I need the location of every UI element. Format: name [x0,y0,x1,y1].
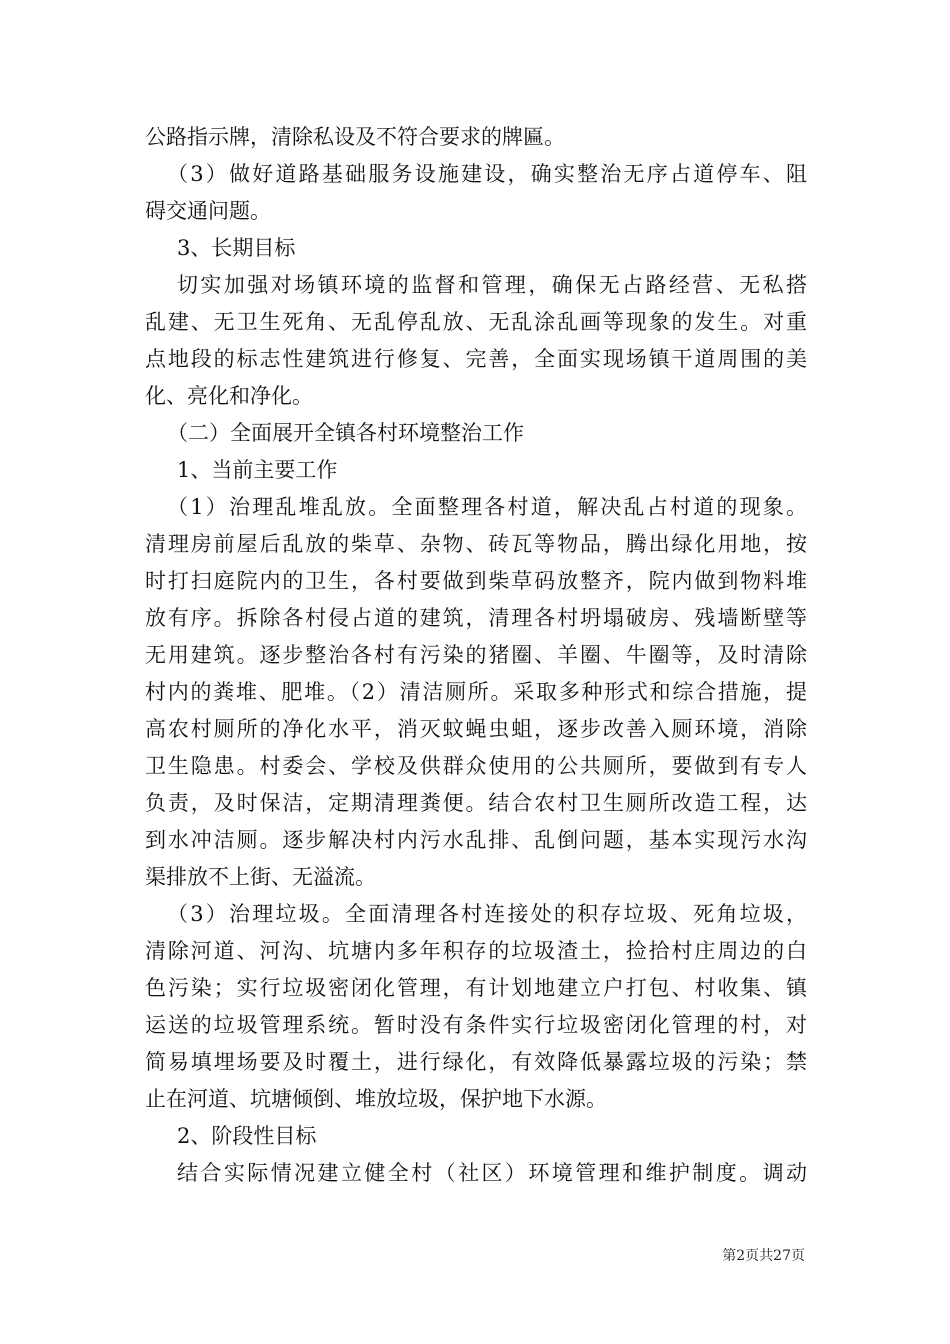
text-line: 运送的垃圾管理系统。暂时没有条件实行垃圾密闭化管理的村，对 [145,1013,807,1037]
text-line: 止在河道、坑塘倾倒、堆放垃圾，保护地下水源。 [145,1087,607,1111]
text-line: （3）做好道路基础服务设施建设，确实整治无序占道停车、阻 [167,162,807,186]
text-line: 时打扫庭院内的卫生，各村要做到柴草码放整齐，院内做到物料堆 [145,569,807,593]
text-line: （二）全面展开全镇各村环境整治工作 [167,421,524,445]
text-line: 点地段的标志性建筑进行修复、完善，全面实现场镇干道周围的美 [145,347,807,371]
text-line: 1、当前主要工作 [177,458,338,482]
text-line: （1）治理乱堆乱放。全面整理各村道，解决乱占村道的现象。 [167,495,807,519]
text-line: 化、亮化和净化。 [145,384,313,408]
text-line: 清理房前屋后乱放的柴草、杂物、砖瓦等物品，腾出绿化用地，按 [145,532,807,556]
document-body [145,119,807,1192]
text-line: 公路指示牌，清除私设及不符合要求的牌匾。 [145,125,565,149]
text-line: 负责，及时保洁，定期清理粪便。结合农村卫生厕所改造工程，达 [145,791,807,815]
text-line: 切实加强对场镇环境的监督和管理，确保无占路经营、无私搭 [177,273,807,297]
text-line: 简易填埋场要及时覆土，进行绿化，有效降低暴露垃圾的污染；禁 [145,1050,807,1074]
text-line: 3、长期目标 [177,236,296,260]
text-line: 乱建、无卫生死角、无乱停乱放、无乱涂乱画等现象的发生。对重 [145,310,807,334]
text-line: 放有序。拆除各村侵占道的建筑，清理各村坍塌破房、残墙断壁等 [145,606,807,630]
text-line: 渠排放不上街、无溢流。 [145,865,376,889]
text-line: 无用建筑。逐步整治各村有污染的猪圈、羊圈、牛圈等，及时清除 [145,643,807,667]
text-line: 清除河道、河沟、坑塘内多年积存的垃圾渣土，捡拾村庄周边的白 [145,939,807,963]
text-line: 高农村厕所的净化水平，消灭蚊蝇虫蛆，逐步改善入厕环境，消除 [145,717,807,741]
text-line: 卫生隐患。村委会、学校及供群众使用的公共厕所，要做到有专人 [145,754,807,778]
text-line: 村内的粪堆、肥堆。（2）清洁厕所。采取多种形式和综合措施，提 [145,680,807,704]
text-line: 2、阶段性目标 [177,1124,317,1148]
page-number: 第2页共27页 [722,1248,805,1264]
text-line: 碍交通问题。 [145,199,271,223]
text-line: 结合实际情况建立健全村（社区）环境管理和维护制度。调动 [177,1161,807,1185]
text-line: （3）治理垃圾。全面清理各村连接处的积存垃圾、死角垃圾， [167,902,807,926]
text-line: 到水冲洁厕。逐步解决村内污水乱排、乱倒问题，基本实现污水沟 [145,828,807,852]
text-line: 色污染；实行垃圾密闭化管理，有计划地建立户打包、村收集、镇 [145,976,807,1000]
